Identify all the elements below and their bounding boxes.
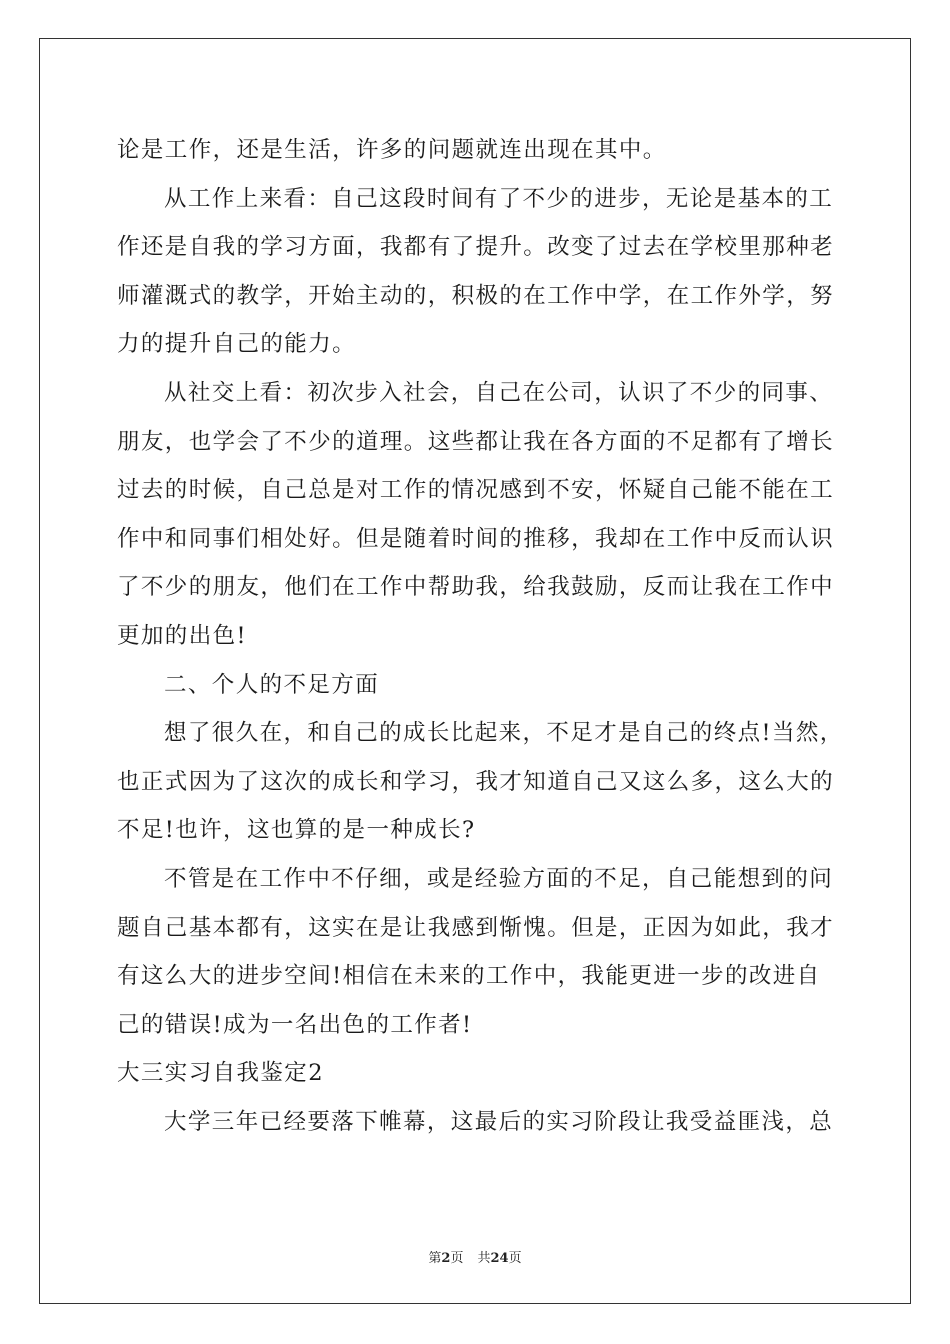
text-line: 作中和同事们相处好。但是随着时间的推移，我却在工作中反而认识 <box>117 525 835 552</box>
document-body <box>117 126 844 1146</box>
text-line: 大学三年已经要落下帷幕，这最后的实习阶段让我受益匪浅，总 <box>164 1108 834 1135</box>
text-line: 力的提升自己的能力。 <box>117 331 357 358</box>
article-title: 大三实习自我鉴定2 <box>117 1060 324 1087</box>
text-line: 从社交上看：初次步入社会，自己在公司，认识了不少的同事、 <box>164 379 834 406</box>
page-prefix: 第 <box>428 1251 442 1266</box>
text-line: 己的错误!成为一名出色的工作者! <box>117 1011 473 1038</box>
text-line: 师灌溉式的教学，开始主动的，积极的在工作中学，在工作外学，努 <box>117 282 835 309</box>
total-suffix: 页 <box>508 1251 522 1266</box>
text-line: 也正式因为了这次的成长和学习，我才知道自己又这么多，这么大的 <box>117 768 835 795</box>
total-prefix: 共 <box>477 1251 491 1266</box>
text-line: 有这么大的进步空间!相信在未来的工作中，我能更进一步的改进自 <box>117 963 821 990</box>
text-line: 不管是在工作中不仔细，或是经验方面的不足，自己能想到的问 <box>164 865 834 892</box>
text-line: 了不少的朋友，他们在工作中帮助我，给我鼓励，反而让我在工作中 <box>117 574 835 601</box>
page-number: 2 <box>441 1251 451 1266</box>
text-line: 想了很久在，和自己的成长比起来，不足才是自己的终点!当然， <box>164 720 844 747</box>
text-line: 更加的出色! <box>117 622 247 649</box>
text-line: 从工作上来看：自己这段时间有了不少的进步，无论是基本的工 <box>164 185 834 212</box>
text-line: 朋友，也学会了不少的道理。这些都让我在各方面的不足都有了增长 <box>117 428 835 455</box>
page-suffix: 页 <box>450 1251 464 1266</box>
text-line: 论是工作，还是生活，许多的问题就连出现在其中。 <box>117 137 667 163</box>
text-line: 不足!也许，这也算的是一种成长? <box>117 817 476 844</box>
total-pages: 24 <box>490 1251 509 1266</box>
section-heading: 二、个人的不足方面 <box>164 671 380 698</box>
text-line: 题自己基本都有，这实在是让我感到惭愧。但是，正因为如此，我才 <box>117 914 835 941</box>
text-line: 过去的时候，自己总是对工作的情况感到不安，怀疑自己能不能在工 <box>117 477 835 504</box>
page-footer <box>0 1247 950 1266</box>
text-line: 作还是自我的学习方面，我都有了提升。改变了过去在学校里那种老 <box>117 234 835 261</box>
